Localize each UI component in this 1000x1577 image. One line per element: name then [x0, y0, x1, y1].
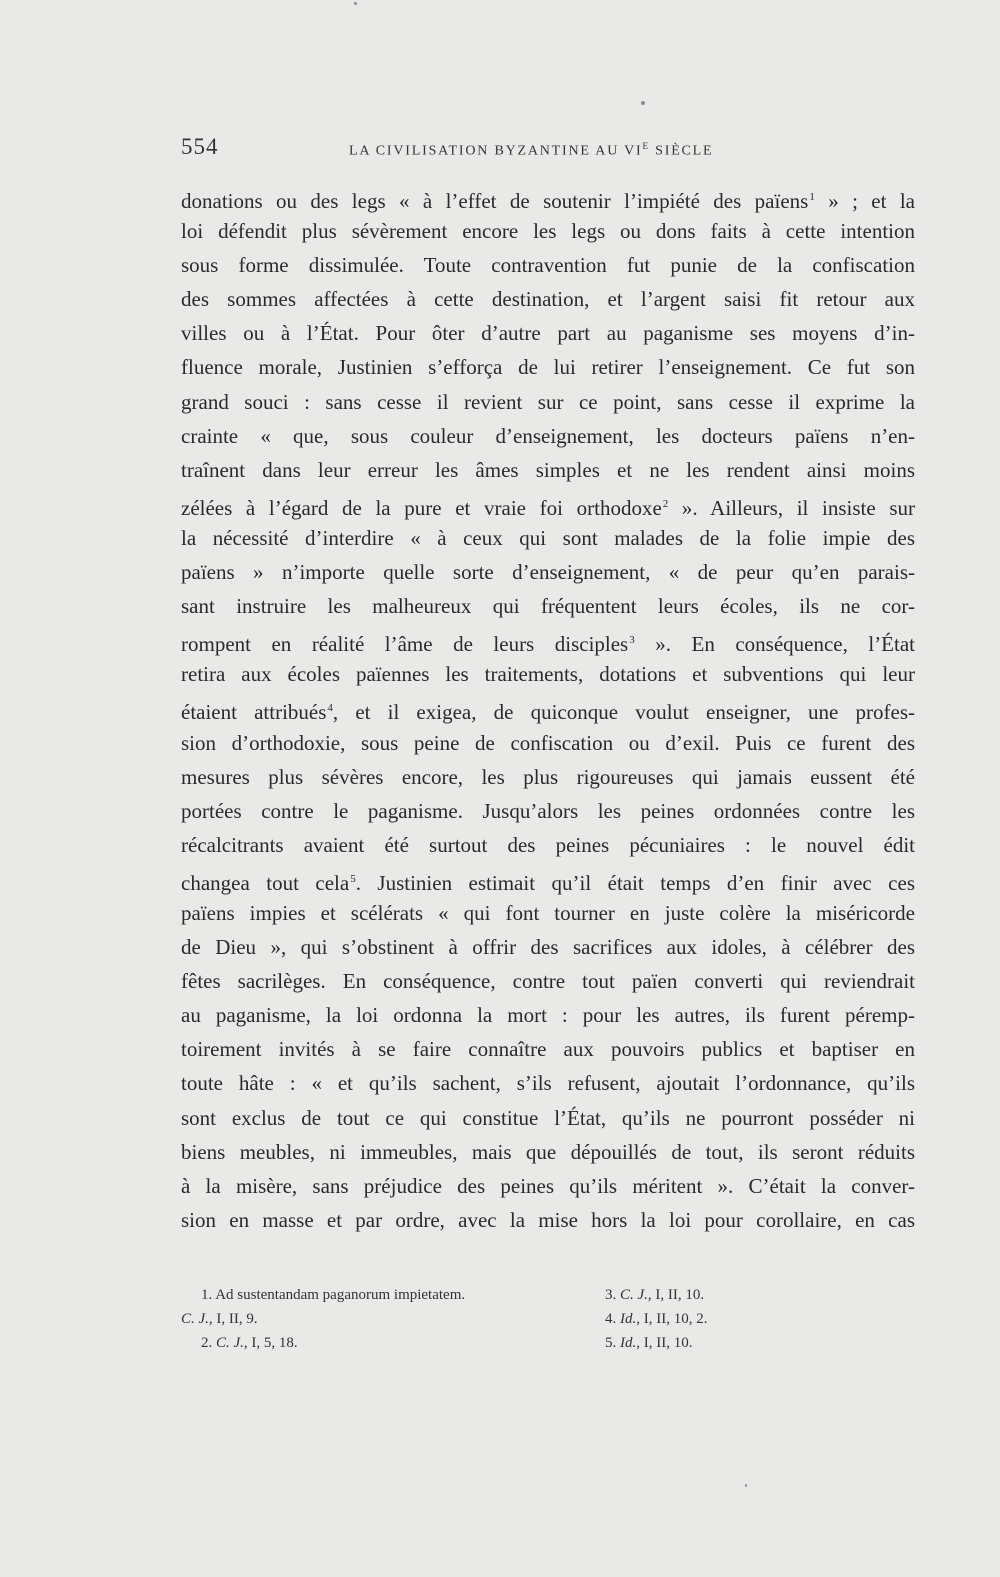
footnote-number: 4. [605, 1311, 617, 1327]
footnote-text: , I, II, 9. [208, 1311, 258, 1327]
text-line [181, 1101, 915, 1135]
line-text: zélées à l’égard de la pure et vraie foi orthodoxe [181, 495, 662, 520]
text-line [181, 1066, 915, 1100]
line-text: la nécessité d’interdire « à ceux qui sont malades de la folie impie des [181, 525, 915, 550]
footnotes-left-column [181, 1283, 561, 1355]
line-text: des sommes affectées à cette destination, et l’argent saisi fit retour aux [181, 287, 915, 312]
line-text: loi défendit plus sévèrement encore les legs ou dons faits à cette intention [181, 219, 915, 244]
line-text: retira aux écoles païennes les traitements, dotations et subventions qui leur [181, 662, 915, 687]
page-header [181, 134, 915, 164]
text-line [181, 691, 915, 725]
text-line [181, 419, 915, 453]
line-text: sion en masse et par ordre, avec la mise hors la loi pour corollaire, en cas [181, 1207, 915, 1232]
footnote [181, 1283, 561, 1307]
footnote-reference: 1 [809, 191, 815, 203]
line-text: à la misère, sans préjudice des peines qu’ils méritent ». C’était la conver- [181, 1173, 915, 1198]
footnote-citation: C. J. [620, 1287, 648, 1303]
footnote-citation: Id. [620, 1335, 637, 1351]
text-line [181, 964, 915, 998]
footnote-number: 3. [605, 1287, 617, 1303]
text-line [181, 487, 915, 521]
line-text: récalcitrants avaient été surtout des peines pécuniaires : le nouvel édit [181, 832, 915, 857]
text-line [181, 862, 915, 896]
footnote-citation: C. J. [216, 1335, 244, 1351]
line-text-tail: . Justinien estimait qu’il était temps d’en finir avec ces [355, 870, 915, 895]
line-text: donations ou des legs « à l’effet de soutenir l’impiété des païens [181, 189, 809, 213]
text-line [181, 248, 915, 282]
line-text: traînent dans leur erreur les âmes simples et ne les rendent ainsi moins [181, 457, 915, 482]
text-line [181, 657, 915, 691]
line-text: au paganisme, la loi ordonna la mort : pour les autres, ils furent péremp- [181, 1003, 915, 1028]
line-text: changea tout cela [181, 870, 350, 895]
text-line [181, 555, 915, 589]
footnote-text: , I, II, 10, 2. [636, 1311, 708, 1327]
text-line [181, 794, 915, 828]
footnote-citation: C. J. [181, 1311, 209, 1327]
footnotes-right-column [585, 1283, 785, 1355]
line-text: rompent en réalité l’âme de leurs disciples [181, 632, 629, 657]
text-line [181, 214, 915, 248]
line-text: sous forme dissimulée. Toute contravention fut punie de la confiscation [181, 253, 915, 278]
text-line [181, 180, 915, 214]
line-text: villes ou à l’État. Pour ôter d’autre part au paganisme ses moyens d’in- [181, 321, 915, 346]
footnote [585, 1283, 785, 1307]
body-text [181, 180, 915, 1237]
footnote-reference: 4 [327, 702, 333, 715]
text-line [181, 1169, 915, 1203]
text-line [181, 896, 915, 930]
text-line [181, 930, 915, 964]
text-line [181, 316, 915, 350]
text-line [181, 726, 915, 760]
text-line [181, 623, 915, 657]
line-text: grand souci : sans cesse il revient sur ce point, sans cesse il exprime la [181, 389, 915, 414]
text-line [181, 589, 915, 623]
footnote-reference: 3 [629, 634, 635, 647]
footnote-text: , I, 5, 18. [243, 1335, 298, 1351]
line-text: mesures plus sévères encore, les plus rigoureuses qui jamais eussent été [181, 764, 915, 789]
footnote [181, 1331, 561, 1355]
line-text: portées contre le paganisme. Jusqu’alors les peines ordonnées contre les [181, 798, 915, 823]
page-number: 554 [181, 134, 219, 159]
line-text: de Dieu », qui s’obstinent à offrir des sacrifices aux idoles, à célébrer des [181, 935, 915, 960]
line-text: sont exclus de tout ce qui constitue l’État, qu’ils ne pourront posséder ni [181, 1105, 915, 1130]
text-line [181, 1135, 915, 1169]
footnote-citation: Id. [620, 1311, 637, 1327]
footnote-text: Ad sustentandam paganorum impietatem. [215, 1287, 466, 1303]
text-line [181, 998, 915, 1032]
line-text: étaient attribués [181, 700, 327, 725]
footnote-reference: 5 [350, 872, 356, 885]
footnote-number: 5. [605, 1335, 617, 1351]
footnote-number: 1. [201, 1287, 213, 1303]
text-line [181, 350, 915, 384]
line-text: toirement invités à se faire connaître aux pouvoirs publics et baptiser en [181, 1037, 915, 1062]
line-text: fêtes sacrilèges. En conséquence, contre tout païen converti qui reviendrait [181, 969, 915, 994]
footnote [585, 1331, 785, 1355]
running-title: LA CIVILISATION BYZANTINE AU $VI^E$ SIÈCLE [349, 141, 714, 159]
line-text: biens meubles, ni immeubles, mais que dépouillés de tout, ils seront réduits [181, 1139, 915, 1164]
line-text: païens impies et scélérats « qui font tourner en juste colère la miséricorde [181, 900, 915, 925]
text-line [181, 828, 915, 862]
line-text: toute hâte : « et qu’ils sachent, s’ils refusent, ajoutait l’ordonnance, qu’ils [181, 1071, 915, 1096]
text-line [181, 1203, 915, 1237]
footnote [181, 1307, 561, 1331]
footnote-reference: 2 [662, 497, 669, 510]
text-line [181, 385, 915, 419]
footnote-number: 2. [201, 1335, 213, 1351]
text-line [181, 521, 915, 555]
line-text-tail: ». En conséquence, l’État [634, 632, 915, 657]
text-line [181, 453, 915, 487]
line-text: fluence morale, Justinien s’efforça de lui retirer l’enseignement. Ce fut son [181, 355, 915, 380]
text-line [181, 282, 915, 316]
text-line [181, 760, 915, 794]
line-text: crainte « que, sous couleur d’enseignement, les docteurs païens n’en- [181, 423, 915, 448]
line-text: sion d’orthodoxie, sous peine de confiscation ou d’exil. Puis ce furent des [181, 730, 915, 755]
footnote-text: , I, II, 10. [636, 1335, 693, 1351]
line-text: sant instruire les malheureux qui fréquentent leurs écoles, ils ne cor- [181, 594, 915, 619]
footnote [585, 1307, 785, 1331]
line-text-tail: , et il exigea, de quiconque voulut enseigner, une profes- [332, 700, 915, 725]
line-text-tail: » ; et la [814, 189, 915, 213]
text-line [181, 1032, 915, 1066]
line-text: païens » n’importe quelle sorte d’enseignement, « de peur qu’en parais- [181, 560, 915, 585]
footnote-text: , I, II, 10. [647, 1287, 705, 1303]
line-text-tail: ». Ailleurs, il insiste sur [668, 495, 915, 520]
